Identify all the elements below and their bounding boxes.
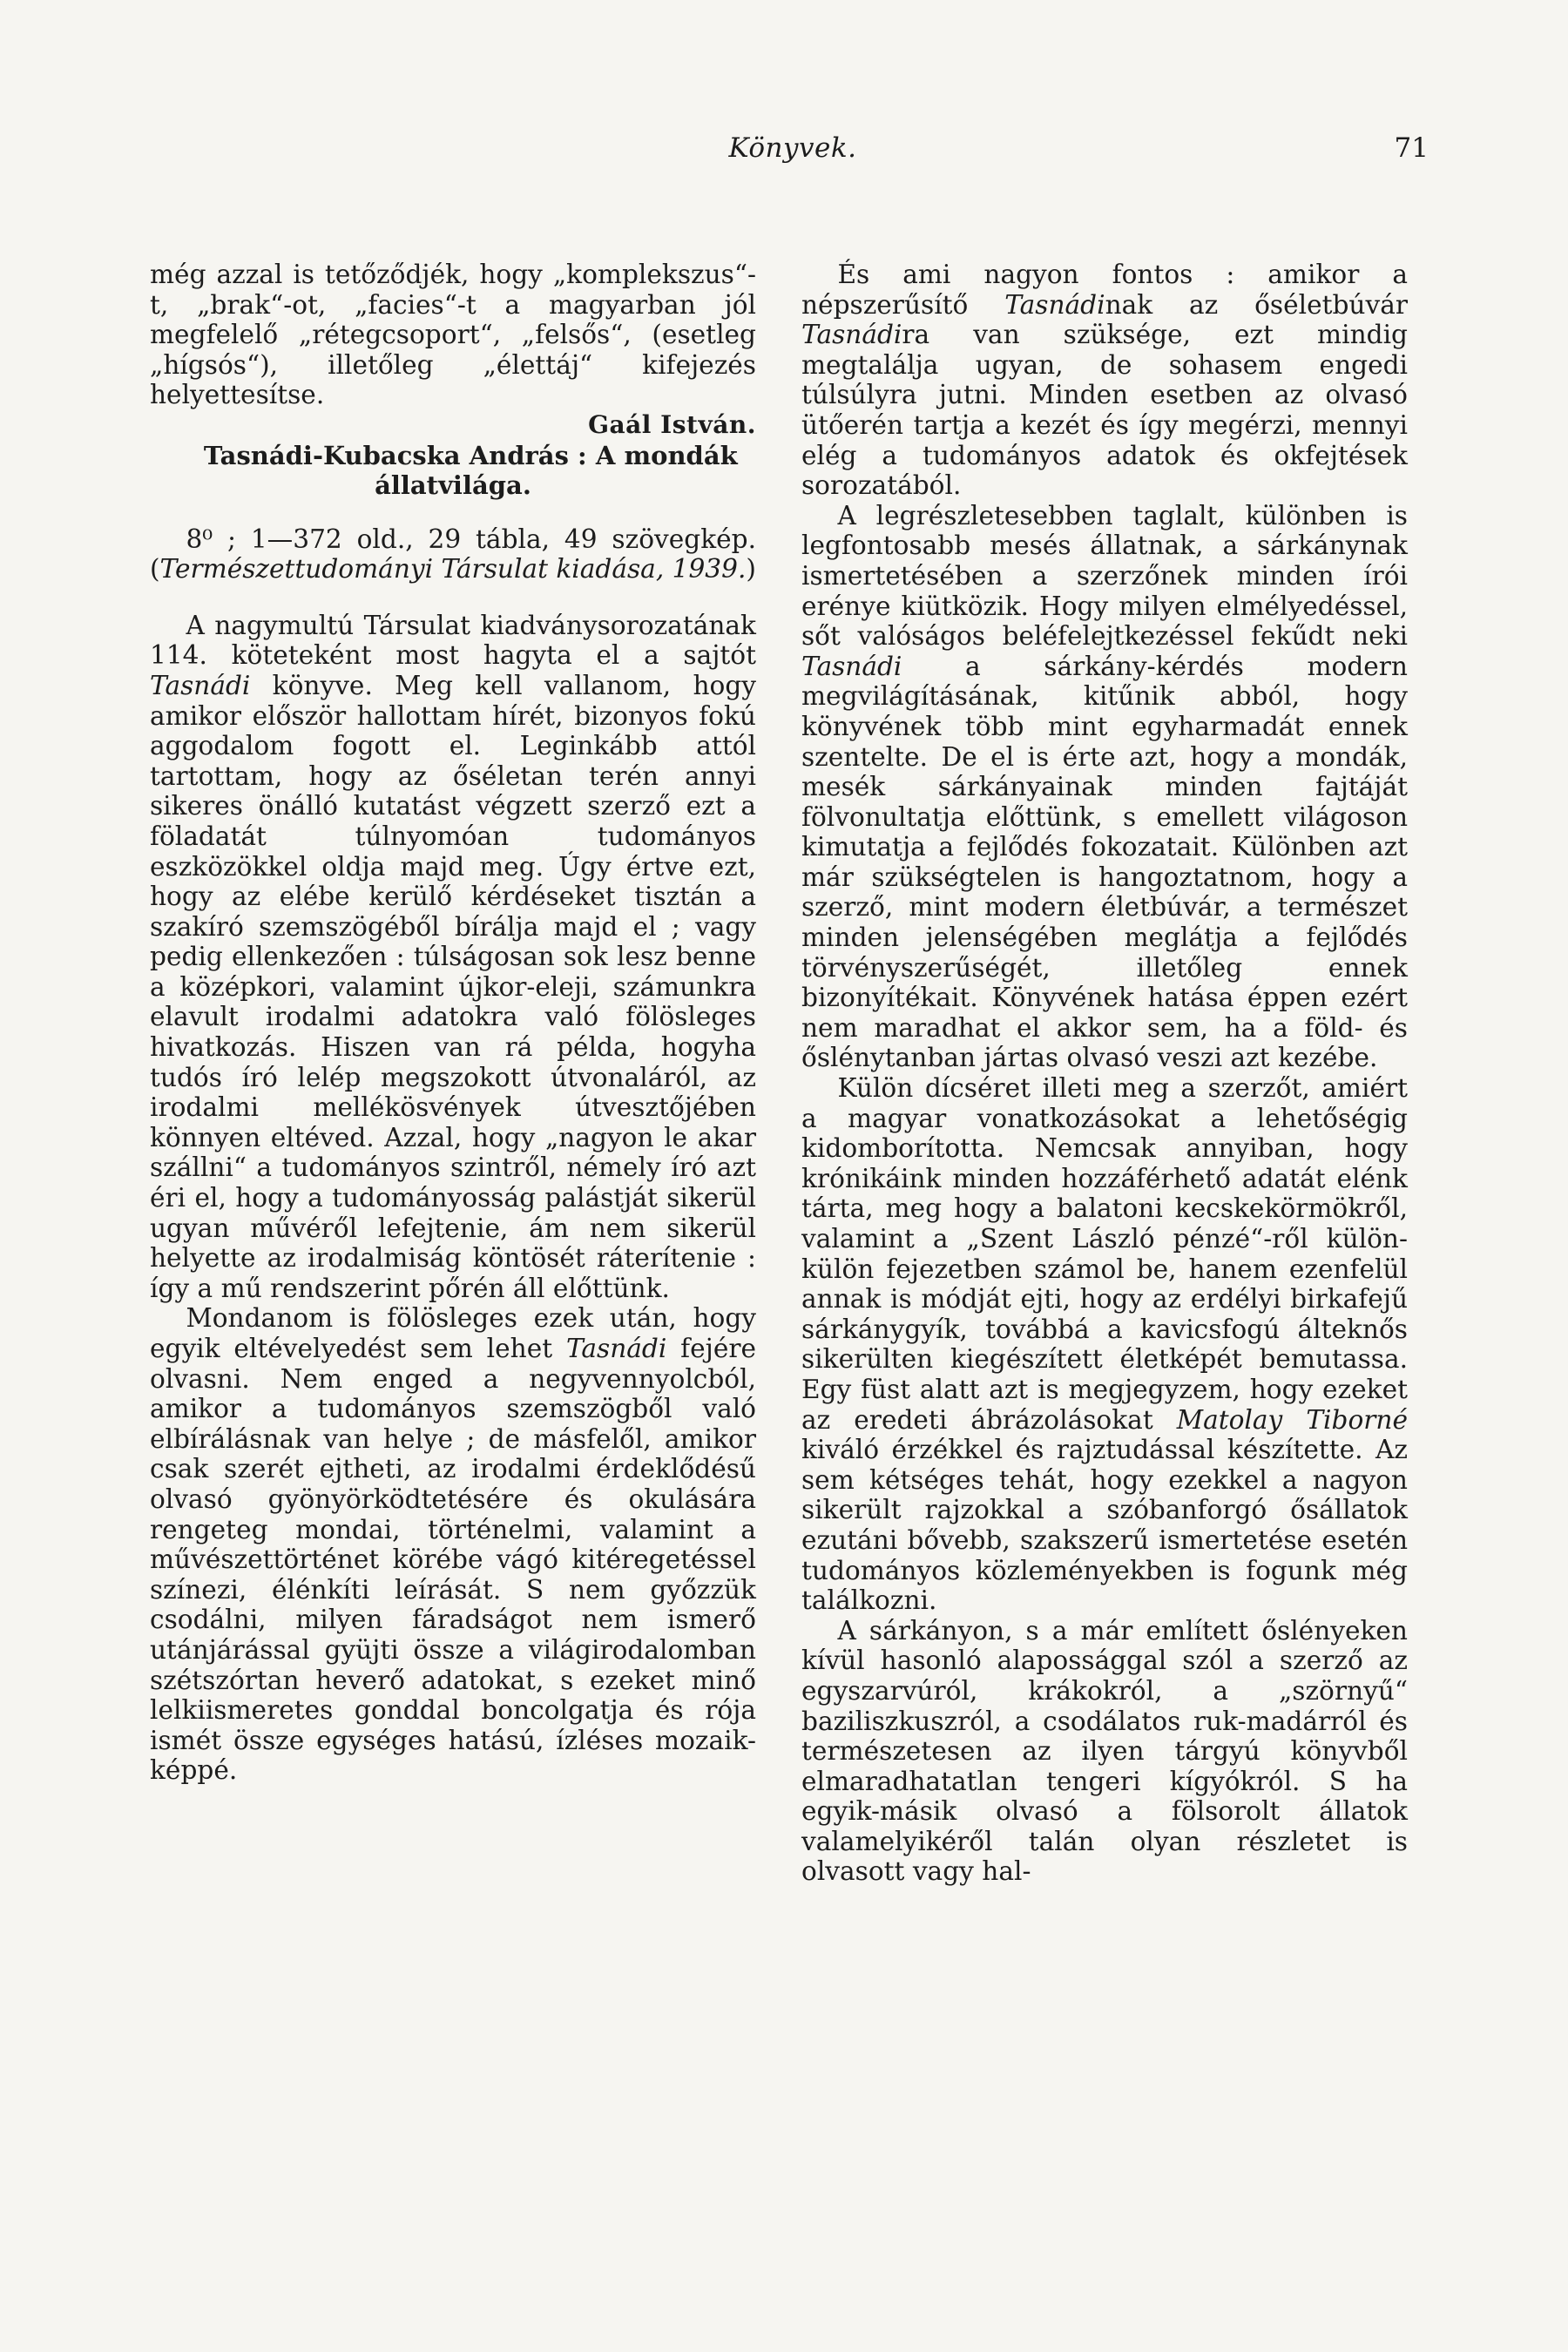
text-run: Mondanom is fölösleges ezek után, hogy egyik eltévelyedést sem lehet: [150, 1303, 756, 1363]
text-run: A nagymultú Társulat kiadványsorozatának 114. köteteként most hagyta el a sajtót: [150, 610, 756, 671]
review-heading: [150, 441, 756, 500]
previous-review-ending: még azzal is tetőződjék, hogy „komplekszus“-t, „brak“-ot, „facies“-t a magyarban jól megfelelő „rétegcsoport“, „felsős“, (esetleg „hígsós“), illetőleg „élettáj“ kifejezés helyettesítse.: [150, 260, 756, 410]
author-name-italic: Tasnádi: [801, 320, 902, 350]
author-name-italic: Tasnádi: [565, 1334, 667, 1363]
bibliographic-info: [150, 524, 756, 585]
review-paragraph-2: [150, 1303, 756, 1786]
text-run: fejére olvasni. Nem enged a negyvennyolcból, amikor a tudományos szemszögből való elbírálásnak van helye ; de másfelől, amikor csak szerét ejtheti, az irodalmi érdeklődésű olvasó gyönyörködtetésére és okulására rengeteg mondai, történelmi, valamint a művészettörténet körébe vágó kitéregetéssel színezi, élénkíti leírását. S nem győzzük csodálni, milyen fáradságot nem ismerő utánjárással gyüjti össze a világirodalomban szétszórtan heverő adatokat, s ezeket minő lelkiismeretes gonddal boncolgatja és rója ismét össze egységes hatású, ízléses mozaik-képpé.: [150, 1334, 756, 1786]
text-run: kiváló érzékkel és rajztudással készítette. Az sem kétséges tehát, hogy ezekkel a nagyon sikerült rajzokkal a szóbanforgó ősállatok ezutáni bővebb, szakszerű ismertetése esetén tudományos közleményekben is fogunk még találkozni.: [801, 1435, 1408, 1616]
running-title: Könyvek.: [728, 132, 857, 164]
review-paragraph-1: [150, 611, 756, 1304]
author-name-italic: Tasnádi: [801, 651, 902, 681]
text-run: nak az őséletbúvár: [1105, 289, 1408, 320]
author-name-italic: Tasnádi: [150, 670, 251, 700]
text-run: És ami nagyon fontos : amikor a népszerűsítő: [801, 260, 1408, 320]
illustrator-name-italic: Matolay Tiborné: [1176, 1404, 1409, 1435]
reviewer-signature: Gaál István.: [588, 409, 756, 439]
review-paragraph-4: [801, 501, 1408, 1073]
reviewed-book-title: A mondák állatvilága.: [375, 440, 738, 500]
biblio-publisher: Természettudományi Társulat kiadása, 1939.: [159, 554, 747, 585]
text-run: Külön dícséret illeti meg a szerzőt, amiért a magyar vonatkozásokat a lehetőségig kidomborította. Nemcsak annyiban, hogy krónikáink minden hozzáférhető adatát elénk tárta, meg hogy a balatoni kecskekörmökről, valamint a „Szent László pénzé“-ről külön-külön fejezetben számol be, hanem ezenfelül annak is módját ejti, hogy az erdélyi birkafejű sárkánygyík, továbbá a kavicsfogú álteknős sikerülten kiegészített életképét bemutassa. Egy füst alatt azt is megjegyzem, hogy ezeket az eredeti ábrázolásokat: [801, 1073, 1408, 1435]
reviewed-book-author: Tasnádi-Kubacska András :: [203, 440, 587, 470]
running-head: [157, 132, 1429, 167]
text-run: ra van szüksége, ezt mindig megtalálja ugyan, de sohasem engedi túlsúlyra jutni. Minden esetben az olvasó ütőerén tartja a kezét és így megérzi, mennyi elég a tudományos adatok és okfejtések sorozatából.: [801, 320, 1408, 501]
left-column: [150, 260, 756, 1786]
author-name-italic: Tasnádi: [1004, 289, 1105, 320]
review-paragraph-3: [801, 260, 1408, 501]
text-run: A legrészletesebben taglalt, különben is legfontosabb mesés állatnak, a sárkánynak ismertetésében a szerzőnek minden írói erénye kiütközik. Hogy milyen elmélyedéssel, sőt valóságos beléfelejtkezéssel fekűdt neki: [801, 500, 1408, 652]
page-number: 71: [1394, 132, 1429, 164]
text-run: a sárkány-kérdés modern megvilágításának, kitűnik abból, hogy könyvének több mint egyharmadát ennek szentelte. De el is érte azt, hogy a mondák, mesék sárkányainak minden fajtáját fölvonultatja előttünk, s emellett világoson kimutatja a fejlődés fokozatait. Különben azt már szükségtelen is hangoztatnom, hogy a szerző, mint modern életbúvár, a természet minden jelenségében meglátja a fejlődés törvényszerűségét, illetőleg ennek bizonyítékait. Könyvének hatása éppen ezért nem maradhat el akkor sem, ha a föld- és őslénytanban jártas olvasó veszi azt kezébe.: [801, 651, 1408, 1073]
biblio-suffix: ): [746, 554, 756, 585]
biblio-prefix: 8⁰ ; 1—372 old., 29 tábla, 49 szövegkép. (: [150, 524, 756, 585]
right-column: [801, 260, 1408, 1887]
text-run: könyve. Meg kell vallanom, hogy amikor először hallottam hírét, bizonyos fokú aggodalom fogott el. Leginkább attól tartottam, hogy az őséletan terén annyi sikeres önálló kutatást végzett szerző ezt a föladatát túlnyomóan tudományos eszközökkel oldja majd meg. Úgy értve ezt, hogy az elébe kerülő kérdéseket tisztán a szakíró szemszögéből bírálja majd el ; vagy pedig ellenkezően : túlságosan sok lesz benne a középkori, valamint újkor-eleji, számunkra elavult irodalmi adatokra való fölösleges hivatkozás. Hiszen van rá példa, hogyha tudós író lelép megszokott útvonaláról, az irodalmi mellékösvények útvesztőjében könnyen eltéved. Azzal, hogy „nagyon le akar szállni“ a tudományos szintről, némely író azt éri el, hogy a tudományosság palástját sikerül ugyan művéről lefejtenie, ám nem sikerül helyette az irodalmiság köntösét ráterítenie : így a mű rendszerint pőrén áll előttünk.: [150, 670, 756, 1303]
review-paragraph-6: A sárkányon, s a már említett őslényeken kívül hasonló alapossággal szól a szerző az egyszarvúról, krákokról, a „szörnyű“ baziliszkuszról, a csodálatos ruk-madárról és természetesen az ilyen tárgyú könyvből elmaradhatatlan tengeri kígyókról. S ha egyik-másik olvasó a fölsorolt állatok valamelyikéről talán olyan részletet is olvasott vagy hal-: [801, 1615, 1408, 1887]
review-paragraph-5: [801, 1073, 1408, 1616]
